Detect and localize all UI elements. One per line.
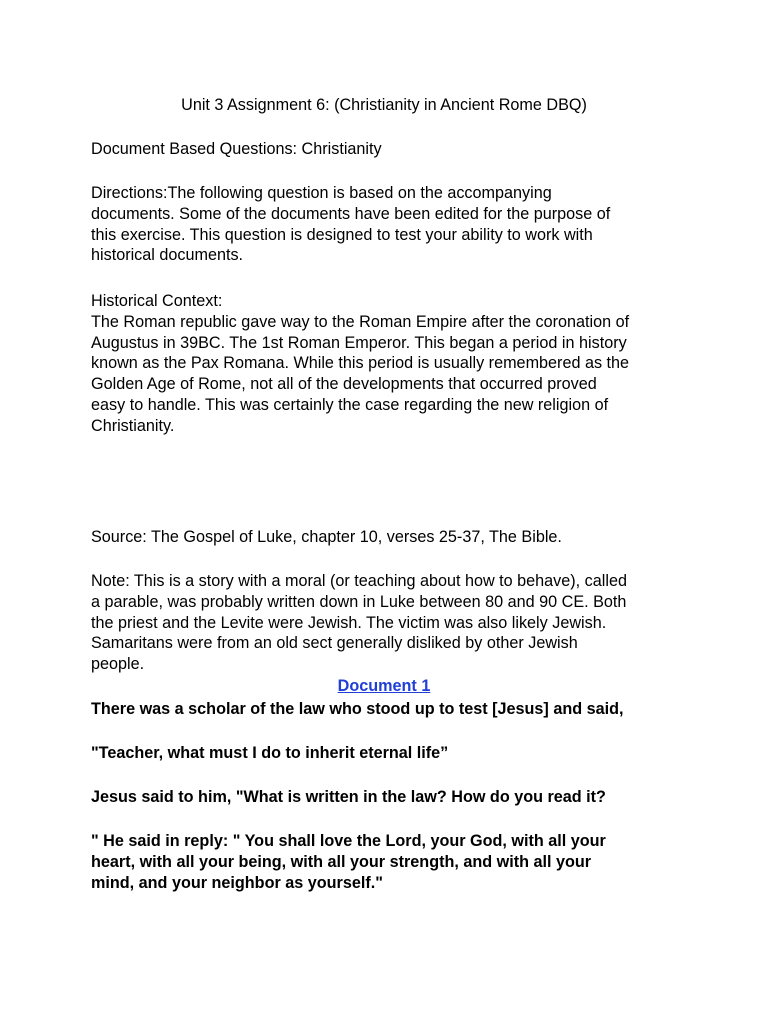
quote-teacher: "Teacher, what must I do to inherit eternal life” xyxy=(91,744,449,762)
note-paragraph xyxy=(91,571,691,675)
directions-line: this exercise. This question is designed to test your ability to work with xyxy=(91,225,593,244)
quote-reply-line: mind, and your neighbor as yourself." xyxy=(91,873,383,892)
historical-context-line: Golden Age of Rome, not all of the developments that occurred proved xyxy=(91,375,597,394)
document-1-link[interactable]: Document 1 xyxy=(337,677,431,695)
historical-context-section xyxy=(91,291,691,437)
document-1-heading xyxy=(0,676,768,697)
directions-line: historical documents. xyxy=(91,246,244,265)
note-line: Samaritans were from an old sect generally disliked by other Jewish xyxy=(91,634,578,653)
quote-reply-line: " He said in reply: " You shall love the Lord, your God, with all your xyxy=(91,832,606,850)
directions-paragraph xyxy=(91,183,691,266)
document-subtitle: Document Based Questions: Christianity xyxy=(91,140,382,158)
note-line: people. xyxy=(91,655,145,674)
note-line: a parable, was probably written down in Luke between 80 and 90 CE. Both xyxy=(91,592,627,611)
historical-context-line: easy to handle. This was certainly the case regarding the new religion of xyxy=(91,395,609,414)
quote-scholar: There was a scholar of the law who stood up to test [Jesus] and said, xyxy=(91,700,624,718)
historical-context-line: Augustus in 39BC. The 1st Roman Emperor. This began a period in history xyxy=(91,333,627,352)
document-title: Unit 3 Assignment 6: (Christianity in Ancient Rome DBQ) xyxy=(181,96,587,114)
source-citation: Source: The Gospel of Luke, chapter 10, verses 25-37, The Bible. xyxy=(91,528,562,546)
historical-context-line: The Roman republic gave way to the Roman Empire after the coronation of xyxy=(91,312,630,331)
directions-line: documents. Some of the documents have been edited for the purpose of xyxy=(91,204,611,223)
note-line: Note: This is a story with a moral (or teaching about how to behave), called xyxy=(91,572,627,590)
directions-line: Directions:The following question is based on the accompanying xyxy=(91,184,552,202)
quote-reply xyxy=(91,831,691,893)
quote-jesus: Jesus said to him, "What is written in the law? How do you read it? xyxy=(91,788,606,806)
note-line: the priest and the Levite were Jewish. The victim was also likely Jewish. xyxy=(91,613,607,632)
quote-reply-line: heart, with all your being, with all your strength, and with all your xyxy=(91,852,592,871)
historical-context-heading: Historical Context: xyxy=(91,292,223,310)
historical-context-line: known as the Pax Romana. While this period is usually remembered as the xyxy=(91,354,630,373)
historical-context-line: Christianity. xyxy=(91,416,175,435)
